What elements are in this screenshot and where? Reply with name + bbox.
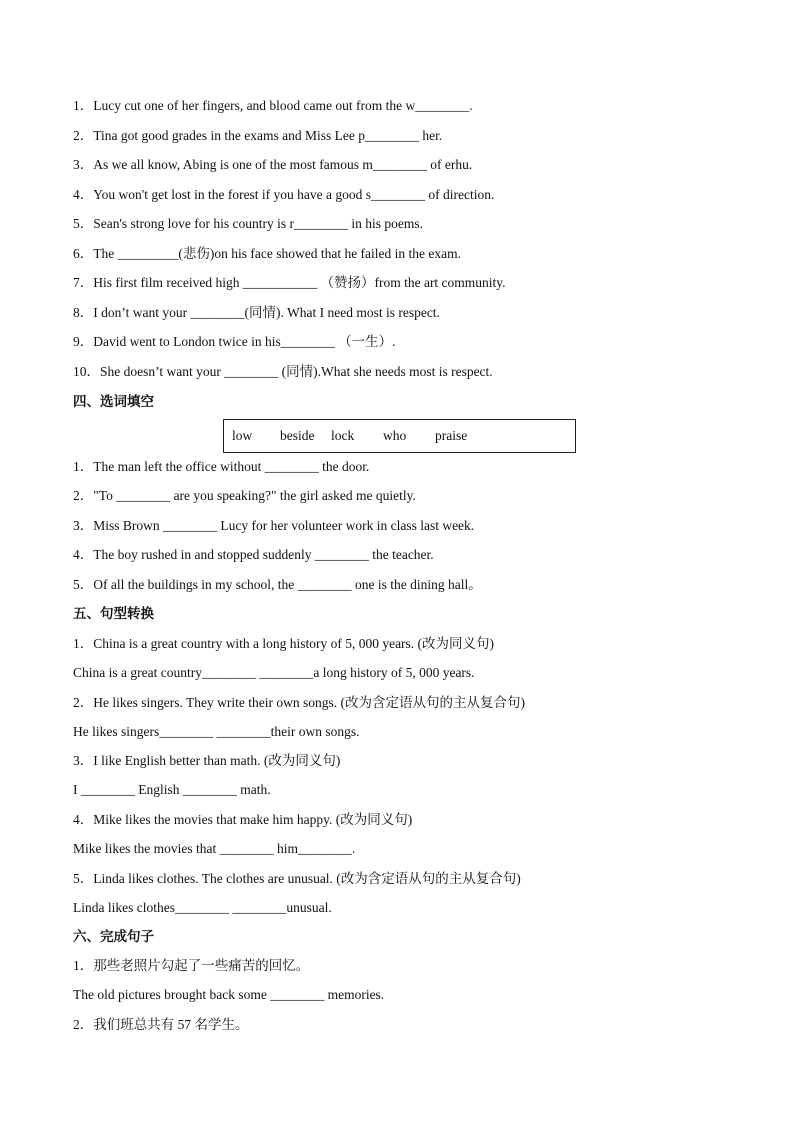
word-bank-item: who (383, 428, 407, 443)
question-item: 1．Lucy cut one of her fingers, and blood came out from the w________. (73, 98, 473, 113)
question-item: 2．Tina got good grades in the exams and Miss Lee p________ her. (73, 128, 443, 143)
answer-line: The old pictures brought back some ________ memories. (73, 987, 385, 1002)
question-item: 8．I don’t want your ________(同情). What I need most is respect. (73, 305, 440, 320)
word-bank-item: lock (331, 428, 355, 443)
question-item: 1．那些老照片勾起了一些痛苦的回忆。 (73, 958, 310, 973)
answer-line: Mike likes the movies that ________ him________. (73, 841, 356, 856)
question-item: 3．I like English better than math. (改为同义句) (73, 753, 341, 768)
question-item: 9．David went to London twice in his________ （一生）. (73, 334, 396, 349)
question-item: 5．Of all the buildings in my school, the ________ one is the dining hall。 (73, 577, 482, 592)
question-item: 2．"To ________ are you speaking?" the girl asked me quietly. (73, 488, 416, 503)
question-item: 3．As we all know, Abing is one of the most famous m________ of erhu. (73, 157, 473, 172)
question-item: 2．我们班总共有 57 名学生。 (73, 1017, 249, 1032)
section-heading: 六、完成句子 (73, 929, 154, 945)
question-item: 6．The _________(悲伤)on his face showed that he failed in the exam. (73, 246, 462, 261)
question-item: 4．You won't get lost in the forest if you have a good s________ of direction. (73, 187, 495, 202)
word-bank-item: low (232, 428, 253, 443)
question-item: 4．The boy rushed in and stopped suddenly ________ the teacher. (73, 547, 434, 562)
question-item: 3．Miss Brown ________ Lucy for her volunteer work in class last week. (73, 518, 475, 533)
question-item: 7．His first film received high ___________ （赞扬）from the art community. (73, 275, 506, 290)
question-item: 2．He likes singers. They write their own songs. (改为含定语从句的主从复合句) (73, 695, 525, 710)
word-bank-item: praise (435, 428, 468, 443)
answer-line: Linda likes clothes________ ________unusual. (73, 900, 332, 915)
word-bank-box (223, 419, 576, 453)
question-item: 5．Linda likes clothes. The clothes are unusual. (改为含定语从句的主从复合句) (73, 871, 521, 886)
question-item: 10．She doesn’t want your ________ (同情).What she needs most is respect. (73, 364, 493, 379)
question-item: 5．Sean's strong love for his country is r________ in his poems. (73, 216, 424, 231)
section-heading: 五、句型转换 (73, 606, 154, 622)
question-item: 1．China is a great country with a long history of 5, 000 years. (改为同义句) (73, 636, 495, 651)
answer-line: China is a great country________ ________a long history of 5, 000 years. (73, 665, 475, 680)
section-heading: 四、选词填空 (73, 394, 154, 410)
word-bank-item: beside (280, 428, 315, 443)
answer-line: He likes singers________ ________their own songs. (73, 724, 360, 739)
answer-line: I ________ English ________ math. (73, 782, 271, 797)
question-item: 1．The man left the office without ________ the door. (73, 459, 370, 474)
question-item: 4．Mike likes the movies that make him happy. (改为同义句) (73, 812, 413, 827)
